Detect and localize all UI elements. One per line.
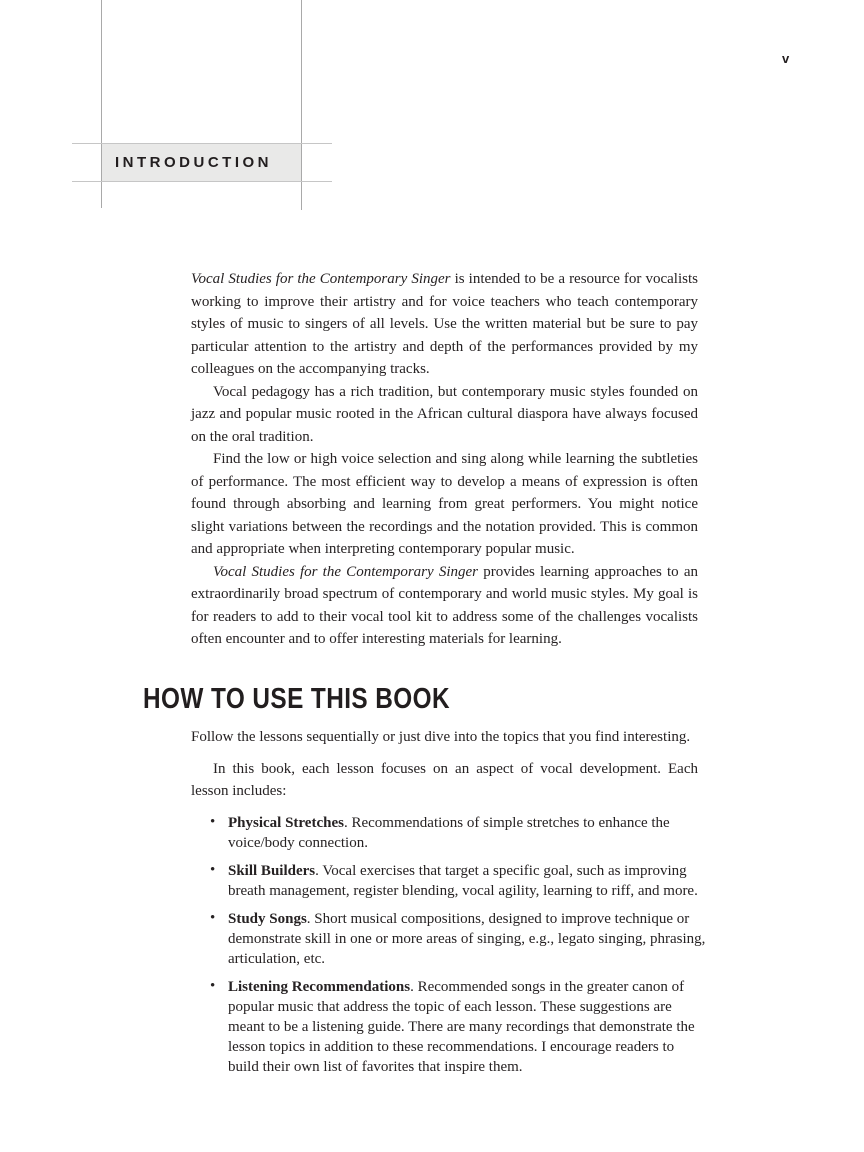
book-title-italic: Vocal Studies for the Contemporary Singer — [191, 271, 451, 287]
intro-section — [191, 268, 698, 651]
chapter-label-box — [102, 144, 301, 181]
bullet-icon: • — [210, 861, 216, 878]
intro-paragraph-1-text: is intended to be a resource for vocalists working to improve their artistry and for voice teachers who teach contemporary styles of music to singers of all levels. Use the written material but be sure to pay particular attention to the artistry and depth of the performances provided by my colleagues on the accompanying tracks. — [191, 271, 698, 377]
intro-paragraph-3: Find the low or high voice selection and sing along while learning the subtleties of performance. The most efficient way to develop a means of expression is often found through absorbing and learning from great performers. You might notice slight variations between the recordings and the notation provided. This is common and appropriate when interpreting contemporary popular music. — [191, 451, 698, 557]
bullet-icon: • — [210, 909, 216, 926]
header-horizontal-rule-bottom — [72, 181, 332, 182]
section-heading: HOW TO USE THIS BOOK — [143, 683, 451, 715]
list-item-text: . Recommendations of simple stretches to enhance the voice/body connection. — [228, 814, 670, 851]
bullet-icon: • — [210, 813, 216, 830]
intro-paragraph-2: Vocal pedagogy has a rich tradition, but contemporary music styles founded on jazz and popular music rooted in the African cultural diaspora have always focused on the oral tradition. — [191, 383, 698, 445]
list-item-term: Listening Recommendations — [228, 978, 411, 995]
howto-paragraph-2: In this book, each lesson focuses on an aspect of vocal development. Each lesson includes: — [191, 760, 698, 799]
list-item-text: . Vocal exercises that target a specific goal, such as improving breath management, register blending, vocal agility, learning to riff, and more. — [228, 862, 698, 899]
list-item-term: Study Songs — [228, 910, 307, 927]
list-item-text: . Short musical compositions, designed to improve technique or demonstrate skill in one or more areas of singing, e.g., legato singing, phrasing, articulation, etc. — [228, 910, 706, 967]
lesson-components-list — [210, 813, 708, 1077]
page-number: v — [782, 51, 790, 66]
how-to-use-section — [143, 684, 715, 1085]
book-title-italic: Vocal Studies for the Contemporary Singer — [213, 563, 479, 580]
list-item-term: Physical Stretches — [228, 814, 344, 831]
chapter-label: INTRODUCTION — [115, 154, 272, 171]
intro-paragraph-4 — [191, 561, 698, 651]
howto-paragraph-1: Follow the lessons sequentially or just dive into the topics that you find interesting. — [191, 729, 691, 745]
list-item — [210, 909, 708, 969]
bullet-icon: • — [210, 977, 216, 994]
header-vertical-rule-right — [301, 0, 302, 210]
list-item — [210, 813, 708, 853]
list-item-term: Skill Builders — [228, 862, 316, 879]
list-item — [210, 861, 708, 901]
intro-paragraph-4-text: provides learning approaches to an extraordinarily broad spectrum of contemporary and world music styles. My goal is for readers to add to their vocal tool kit to address some of the challenges vocalists often encounter and to offer interesting materials for learning. — [191, 563, 698, 647]
intro-paragraph-1 — [191, 268, 698, 381]
list-item-text: . Recommended songs in the greater canon of popular music that address the topic of each lesson. These suggestions are meant to be a listening guide. There are many recordings that demonstrate the lesson topics in addition to these recommendations. I encourage readers to build their own list of favorites that inspire them. — [228, 978, 695, 1075]
list-item — [210, 977, 708, 1077]
